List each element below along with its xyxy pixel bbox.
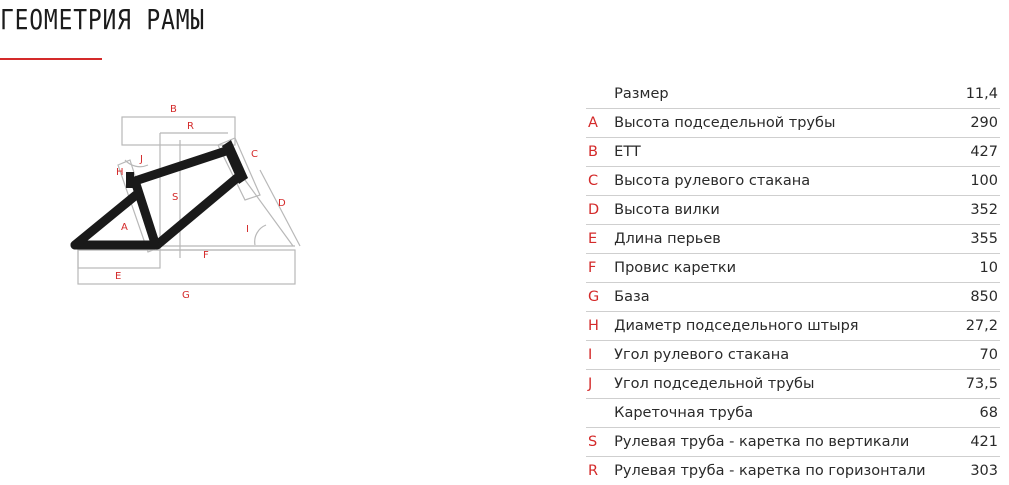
geometry-row-letter: S [586, 428, 614, 457]
page-title: ГЕОМЕТРИЯ РАМЫ [0, 0, 205, 40]
frame-seat-tube [135, 181, 155, 243]
diagram-label-g: G [182, 290, 190, 301]
geometry-row [586, 225, 1000, 254]
diagram-label-s: S [172, 192, 178, 203]
geometry-row [586, 80, 1000, 109]
geometry-row-value: 427 [926, 138, 1000, 167]
geometry-row-letter: C [586, 167, 614, 196]
geometry-row-name: Диаметр подседельного штыря [614, 312, 925, 341]
diagram-label-h: H [116, 167, 124, 178]
geometry-row-value: 11,4 [926, 80, 1000, 109]
geometry-row-value: 73,5 [926, 370, 1000, 399]
title-underline [0, 58, 102, 60]
dim-b-box [122, 117, 235, 145]
geometry-row-letter: F [586, 254, 614, 283]
geometry-row-name: ETT [614, 138, 925, 167]
dim-g-box [78, 250, 295, 284]
diagram-label-d: D [278, 198, 286, 209]
geometry-row-name: Кареточная труба [614, 399, 925, 428]
diagram-label-j: J [139, 154, 143, 165]
geometry-row [586, 283, 1000, 312]
dim-i-arc [255, 225, 266, 245]
geometry-row-name: Угол подседельной трубы [614, 370, 925, 399]
geometry-row-value: 421 [926, 428, 1000, 457]
geometry-row [586, 312, 1000, 341]
dim-d-line [245, 180, 293, 246]
frame-down-tube [157, 178, 237, 245]
geometry-row-name: Длина перьев [614, 225, 925, 254]
geometry-table [586, 80, 1000, 485]
geometry-row [586, 399, 1000, 428]
diagram-label-r: R [187, 121, 194, 132]
geometry-row-value: 352 [926, 196, 1000, 225]
geometry-row-value: 27,2 [926, 312, 1000, 341]
geometry-row-value: 290 [926, 109, 1000, 138]
geometry-row-letter: E [586, 225, 614, 254]
geometry-row-name: Высота рулевого стакана [614, 167, 925, 196]
geometry-row-value: 100 [926, 167, 1000, 196]
geometry-row-letter: R [586, 457, 614, 485]
geometry-row-value: 10 [926, 254, 1000, 283]
geometry-row-letter: G [586, 283, 614, 312]
geometry-row [586, 341, 1000, 370]
frame-top-tube [135, 150, 229, 181]
diagram-label-e: E [115, 271, 121, 282]
geometry-row-letter [586, 399, 614, 428]
geometry-row [586, 109, 1000, 138]
geometry-row-name: Провис каретки [614, 254, 925, 283]
geometry-row-value: 303 [926, 457, 1000, 485]
geometry-row-name: Угол рулевого стакана [614, 341, 925, 370]
frame-geometry-diagram [60, 95, 320, 310]
geometry-row-name: База [614, 283, 925, 312]
diagram-label-f: F [203, 250, 209, 261]
frame-seat-post [126, 172, 134, 188]
geometry-row-name: Высота вилки [614, 196, 925, 225]
diagram-label-i: I [246, 224, 249, 235]
frame-seat-stay [75, 195, 136, 245]
diagram-label-c: C [251, 149, 258, 160]
geometry-row [586, 254, 1000, 283]
geometry-row-letter: A [586, 109, 614, 138]
geometry-row-letter: B [586, 138, 614, 167]
geometry-row-value: 355 [926, 225, 1000, 254]
geometry-row [586, 428, 1000, 457]
geometry-row-name: Рулевая труба - каретка по горизонтали [614, 457, 925, 485]
geometry-row [586, 167, 1000, 196]
geometry-row [586, 196, 1000, 225]
geometry-row-letter: D [586, 196, 614, 225]
geometry-row-letter: I [586, 341, 614, 370]
diagram-label-a: A [121, 222, 128, 233]
geometry-row-letter: J [586, 370, 614, 399]
geometry-row-letter: H [586, 312, 614, 341]
diagram-label-b: B [170, 104, 177, 115]
geometry-row-value: 70 [926, 341, 1000, 370]
geometry-row [586, 138, 1000, 167]
geometry-row-name: Размер [614, 80, 925, 109]
geometry-row-name: Рулевая труба - каретка по вертикали [614, 428, 925, 457]
geometry-row-letter [586, 80, 614, 109]
geometry-row-value: 68 [926, 399, 1000, 428]
geometry-row [586, 370, 1000, 399]
geometry-row-value: 850 [926, 283, 1000, 312]
geometry-row-name: Высота подседельной трубы [614, 109, 925, 138]
